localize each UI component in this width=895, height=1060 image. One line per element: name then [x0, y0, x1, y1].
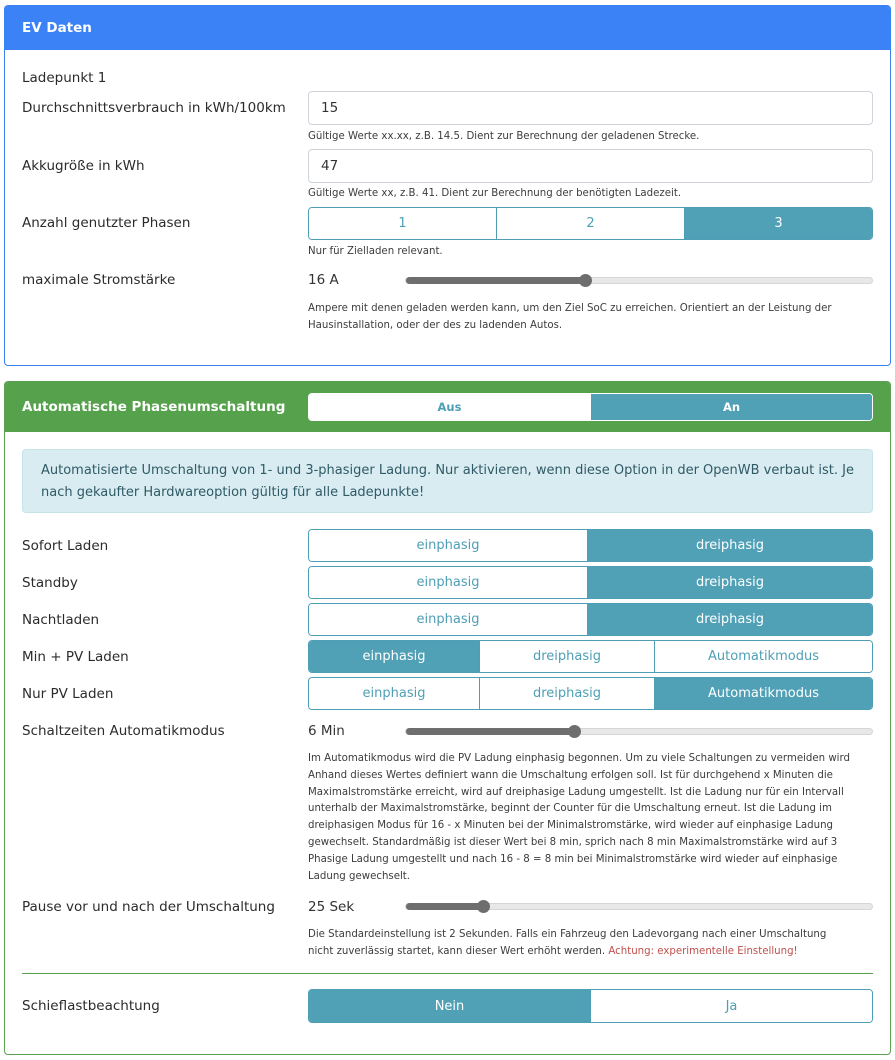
- pause-slider-thumb[interactable]: [477, 900, 490, 913]
- akku-label: Akkugröße in kWh: [22, 158, 145, 174]
- mode-row-button-group: [308, 529, 873, 562]
- strom-slider-fill: [406, 277, 585, 284]
- schieflast-button-group: [308, 989, 873, 1023]
- akku-help: Gültige Werte xx, z.B. 41. Dient zur Berechnung der benötigten Ladezeit.: [308, 188, 682, 199]
- phase-switch-card-header: [5, 382, 890, 432]
- info-alert: Automatisierte Umschaltung von 1- und 3-phasiger Ladung. Nur aktivieren, wenn diese Option in der OpenWB verbaut ist. Je nach gekaufter Hardwareoption gültig für alle Ladepunkte!: [22, 449, 873, 513]
- mode-option-einphasig[interactable]: einphasig: [309, 567, 588, 598]
- mode-row-button-group: [308, 603, 873, 636]
- mode-option-automatikmodus[interactable]: Automatikmodus: [655, 641, 872, 672]
- phase-switch-an[interactable]: An: [591, 394, 872, 420]
- phasen-label: Anzahl genutzter Phasen: [22, 215, 191, 231]
- mode-option-automatikmodus[interactable]: Automatikmodus: [655, 678, 872, 709]
- mode-option-dreiphasig[interactable]: dreiphasig: [480, 678, 655, 709]
- verbrauch-value: 15: [321, 100, 339, 116]
- mode-option-einphasig[interactable]: einphasig: [309, 678, 480, 709]
- strom-slider-thumb[interactable]: [579, 274, 592, 287]
- ladepunkt-label: Ladepunkt 1: [22, 70, 107, 86]
- schaltzeiten-label: Schaltzeiten Automatikmodus: [22, 723, 225, 739]
- mode-row-label: Nachtladen: [22, 612, 100, 628]
- mode-row-button-group: [308, 566, 873, 599]
- schieflast-nein[interactable]: Nein: [309, 990, 591, 1022]
- pause-label: Pause vor und nach der Umschaltung: [22, 899, 275, 915]
- strom-slider[interactable]: [405, 277, 873, 284]
- strom-label: maximale Stromstärke: [22, 272, 176, 288]
- mode-option-dreiphasig[interactable]: dreiphasig: [588, 567, 872, 598]
- phasen-help: Nur für Zielladen relevant.: [308, 246, 443, 257]
- pause-warning: Achtung: experimentelle Einstellung!: [608, 946, 798, 957]
- pause-help-text: Die Standardeinstellung ist 2 Sekunden. Falls ein Fahrzeug den Ladevorgang nach einer Umschaltung nicht zuverlässig startet, kann dieser Wert erhöht werden.: [308, 929, 827, 957]
- mode-option-dreiphasig[interactable]: dreiphasig: [588, 604, 872, 635]
- phase-switch-title: Automatische Phasenumschaltung: [22, 399, 286, 415]
- schaltzeiten-slider-thumb[interactable]: [568, 725, 581, 738]
- strom-help: Ampere mit denen geladen werden kann, um den Ziel SoC zu erreichen. Orientiert an der Leistung der Hausinstallation, oder der des zu ladenden Autos.: [308, 303, 832, 331]
- pause-slider[interactable]: [405, 903, 873, 910]
- pause-help: [308, 926, 853, 960]
- mode-row-label: Standby: [22, 575, 78, 591]
- phasen-option-3[interactable]: 3: [685, 208, 872, 239]
- ev-data-card-header: [5, 6, 890, 50]
- mode-option-einphasig[interactable]: einphasig: [309, 641, 480, 672]
- mode-option-einphasig[interactable]: einphasig: [309, 530, 588, 561]
- verbrauch-input[interactable]: [308, 91, 873, 125]
- pause-slider-fill: [406, 903, 483, 910]
- mode-option-dreiphasig[interactable]: dreiphasig: [480, 641, 655, 672]
- schaltzeiten-value: 6 Min: [308, 723, 345, 739]
- ev-data-title: EV Daten: [22, 20, 92, 36]
- mode-row-label: Min + PV Laden: [22, 649, 129, 665]
- phasen-option-1[interactable]: 1: [309, 208, 497, 239]
- pause-value: 25 Sek: [308, 899, 355, 915]
- mode-row-label: Nur PV Laden: [22, 686, 114, 702]
- phasen-button-group: [308, 207, 873, 240]
- schaltzeiten-slider[interactable]: [405, 728, 873, 735]
- schaltzeiten-help: Im Automatikmodus wird die PV Ladung einphasig begonnen. Um zu viele Schaltungen zu vermeiden wird Anhand dieses Wertes definiert wann die Umschaltung erfolgen soll. Ist für durchgehend x Minuten die Maximalstromstärke erreicht, wird auf dreiphasige Ladung umgestellt. Ist die Ladung nur für ein Intervall unterhalb der Maximalstromstärke, beginnt der Counter für die Umschaltung erneut. Ist die Ladung im dreiphasigen Modus für 16 - x Minuten bei der Minimalstromstärke, wird wieder auf einphasige Ladung gewechselt. Standardmäßig ist dieser Wert bei 8 min, sprich nach 8 min Maximalstromstärke wird auf 3 Phasige Ladung umgestellt und nach 16 - 8 = 8 min bei Minimalstromstärke wird wieder auf einphasige Ladung gewechselt.: [308, 753, 850, 882]
- ev-data-card: [4, 5, 891, 366]
- mode-row-button-group: [308, 677, 873, 710]
- mode-option-dreiphasig[interactable]: dreiphasig: [588, 530, 872, 561]
- mode-row-button-group: [308, 640, 873, 673]
- strom-value: 16 A: [308, 272, 339, 288]
- schaltzeiten-slider-fill: [406, 728, 574, 735]
- verbrauch-label: Durchschnittsverbrauch in kWh/100km: [22, 100, 286, 116]
- verbrauch-help: Gültige Werte xx.xx, z.B. 14.5. Dient zur Berechnung der geladenen Strecke.: [308, 131, 700, 142]
- mode-row-label: Sofort Laden: [22, 538, 109, 554]
- akku-value: 47: [321, 158, 339, 174]
- mode-option-einphasig[interactable]: einphasig: [309, 604, 588, 635]
- phase-switch-toggle: [308, 393, 873, 421]
- phase-switch-card: [4, 381, 891, 1055]
- section-divider: [22, 973, 873, 974]
- phasen-option-2[interactable]: 2: [497, 208, 685, 239]
- akku-input[interactable]: [308, 149, 873, 183]
- schieflast-label: Schieflastbeachtung: [22, 998, 160, 1014]
- phase-switch-aus[interactable]: Aus: [309, 394, 591, 420]
- schieflast-ja[interactable]: Ja: [591, 990, 872, 1022]
